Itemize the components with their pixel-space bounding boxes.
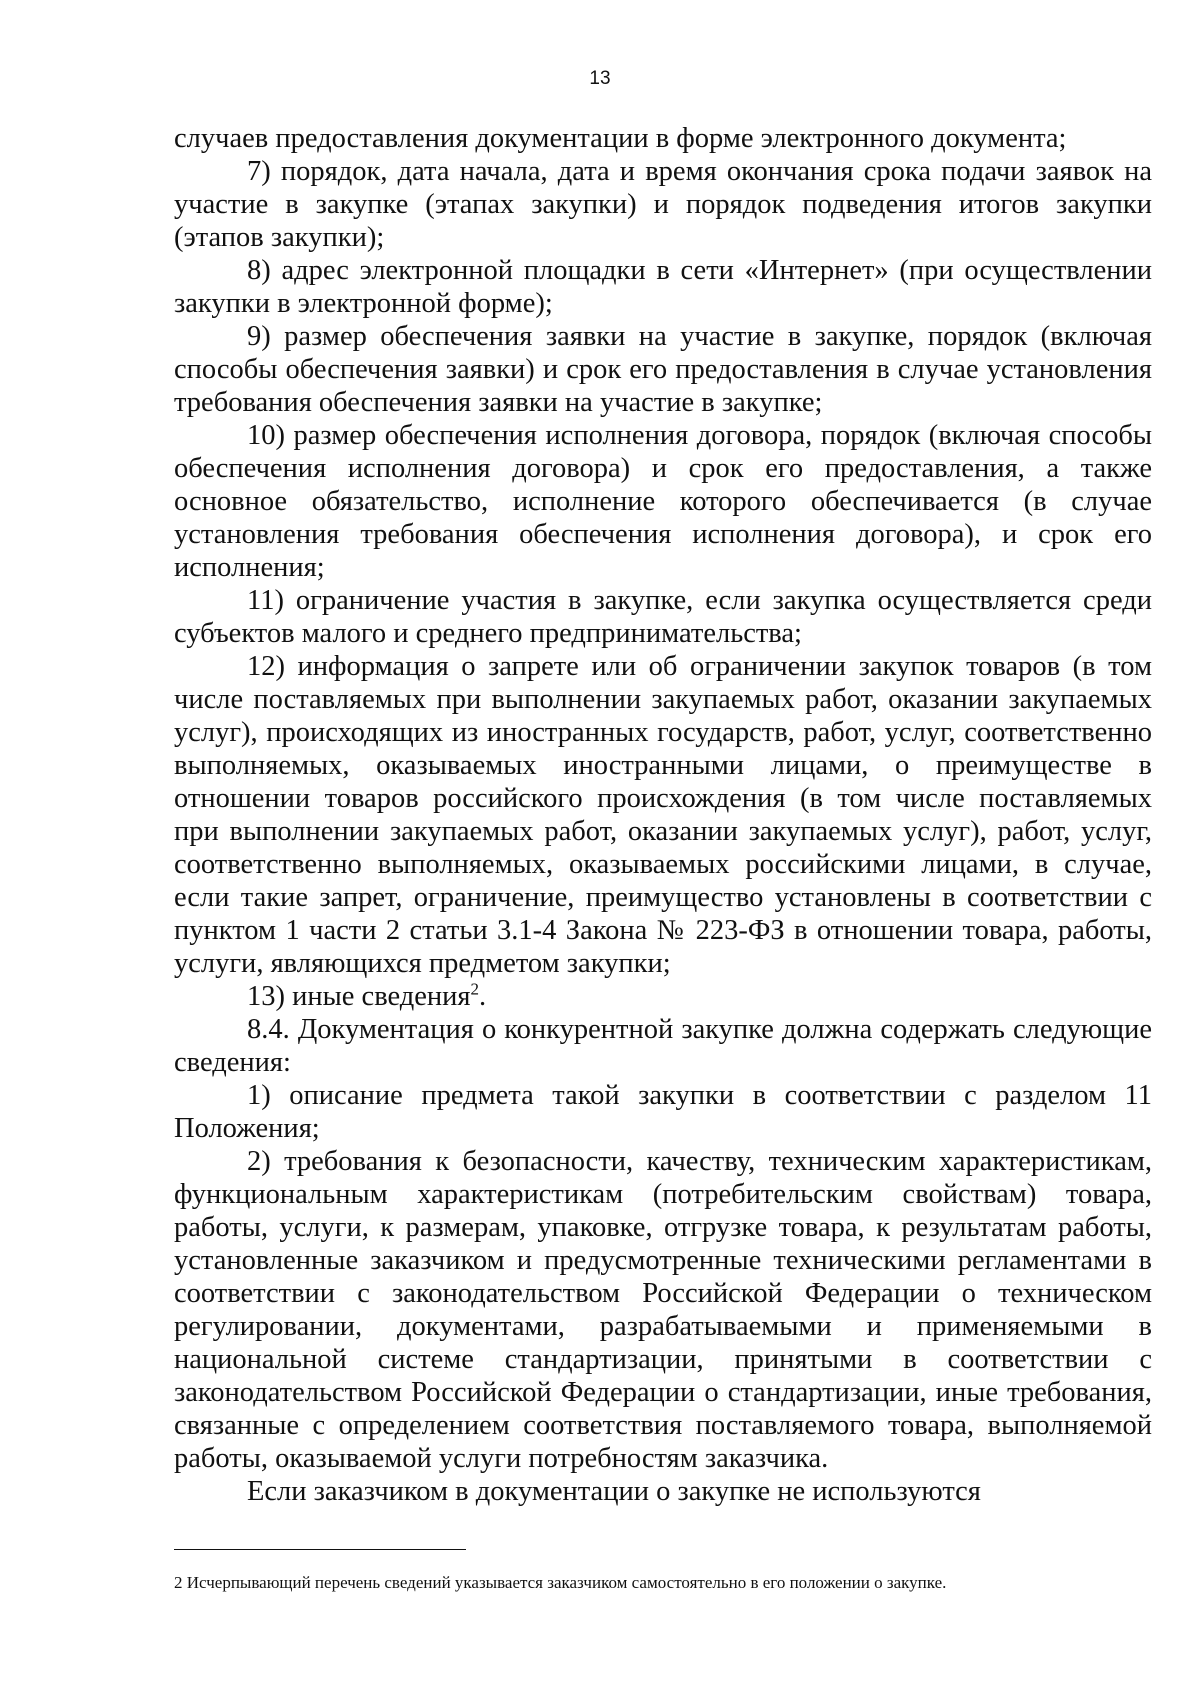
paragraph-item-10: 10) размер обеспечения исполнения договора, порядок (включая способы обеспечения исполнения договора) и срок его предоставления, а также основное обязательство, исполнение которого обеспечивается (в случае установления требования обеспечения исполнения договора), и срок его исполнения; [174,420,1152,583]
paragraph-section-8-4-item-1: 1) описание предмета такой закупки в соответствии с разделом 11 Положения; [174,1080,1152,1144]
footnote-reference: 2 [470,979,480,999]
paragraph-continuation: случаев предоставления документации в форме электронного документа; [174,123,1067,154]
page-number: 13 [589,68,611,89]
paragraph-section-8-4: 8.4. Документация о конкурентной закупке должна содержать следующие сведения: [174,1014,1152,1078]
paragraph-item-13 [174,980,1152,1013]
paragraph-trailing: Если заказчиком в документации о закупке не используются [247,1476,981,1507]
paragraph-item-8: 8) адрес электронной площадки в сети «Интернет» (при осуществлении закупки в электронной форме); [174,255,1152,319]
paragraph-item-13-end: . [479,981,487,1012]
footnote-text: 2 Исчерпывающий перечень сведений указывается заказчиком самостоятельно в его положении о закупке. [174,1573,947,1592]
paragraph-item-7: 7) порядок, дата начала, дата и время окончания срока подачи заявок на участие в закупке (этапах закупки) и порядок подведения итогов закупки (этапов закупки); [174,156,1152,253]
paragraph-item-12: 12) информация о запрете или об ограничении закупок товаров (в том числе поставляемых при выполнении закупаемых работ, оказании закупаемых услуг), происходящих из иностранных государств, работ, услуг, соответственно выполняемых, оказываемых иностранными лицами, о преимуществе в отношении товаров российского происхождения (в том числе поставляемых при выполнении закупаемых работ, оказании закупаемых услуг), работ, услуг, соответственно выполняемых, оказываемых российскими лицами, в случае, если такие запрет, ограничение, преимущество установлены в соответствии с пунктом 1 части 2 статьи 3.1-4 Закона № 223-ФЗ в отношении товара, работы, услуги, являющихся предметом закупки; [174,651,1152,979]
paragraph-item-13-text: 13) иные сведения [247,981,471,1012]
paragraph-section-8-4-item-2: 2) требования к безопасности, качеству, техническим характеристикам, функциональным характеристикам (потребительским свойствам) товара, работы, услуги, к размерам, упаковке, отгрузке товара, к результатам работы, установленные заказчиком и предусмотренные техническими регламентами в соответствии с законодательством Российской Федерации о техническом регулировании, документами, разрабатываемыми и применяемыми в национальной системе стандартизации, принятыми в соответствии с законодательством Российской Федерации о стандартизации, иные требования, связанные с определением соответствия поставляемого товара, выполняемой работы, оказываемой услуги потребностям заказчика. [174,1146,1152,1474]
footnote-separator [174,1549,466,1550]
paragraph-item-9: 9) размер обеспечения заявки на участие в закупке, порядок (включая способы обеспечения заявки) и срок его предоставления в случае установления требования обеспечения заявки на участие в закупке; [174,321,1152,418]
document-body [174,122,1152,1508]
paragraph-item-11: 11) ограничение участия в закупке, если закупка осуществляется среди субъектов малого и среднего предпринимательства; [174,585,1152,649]
